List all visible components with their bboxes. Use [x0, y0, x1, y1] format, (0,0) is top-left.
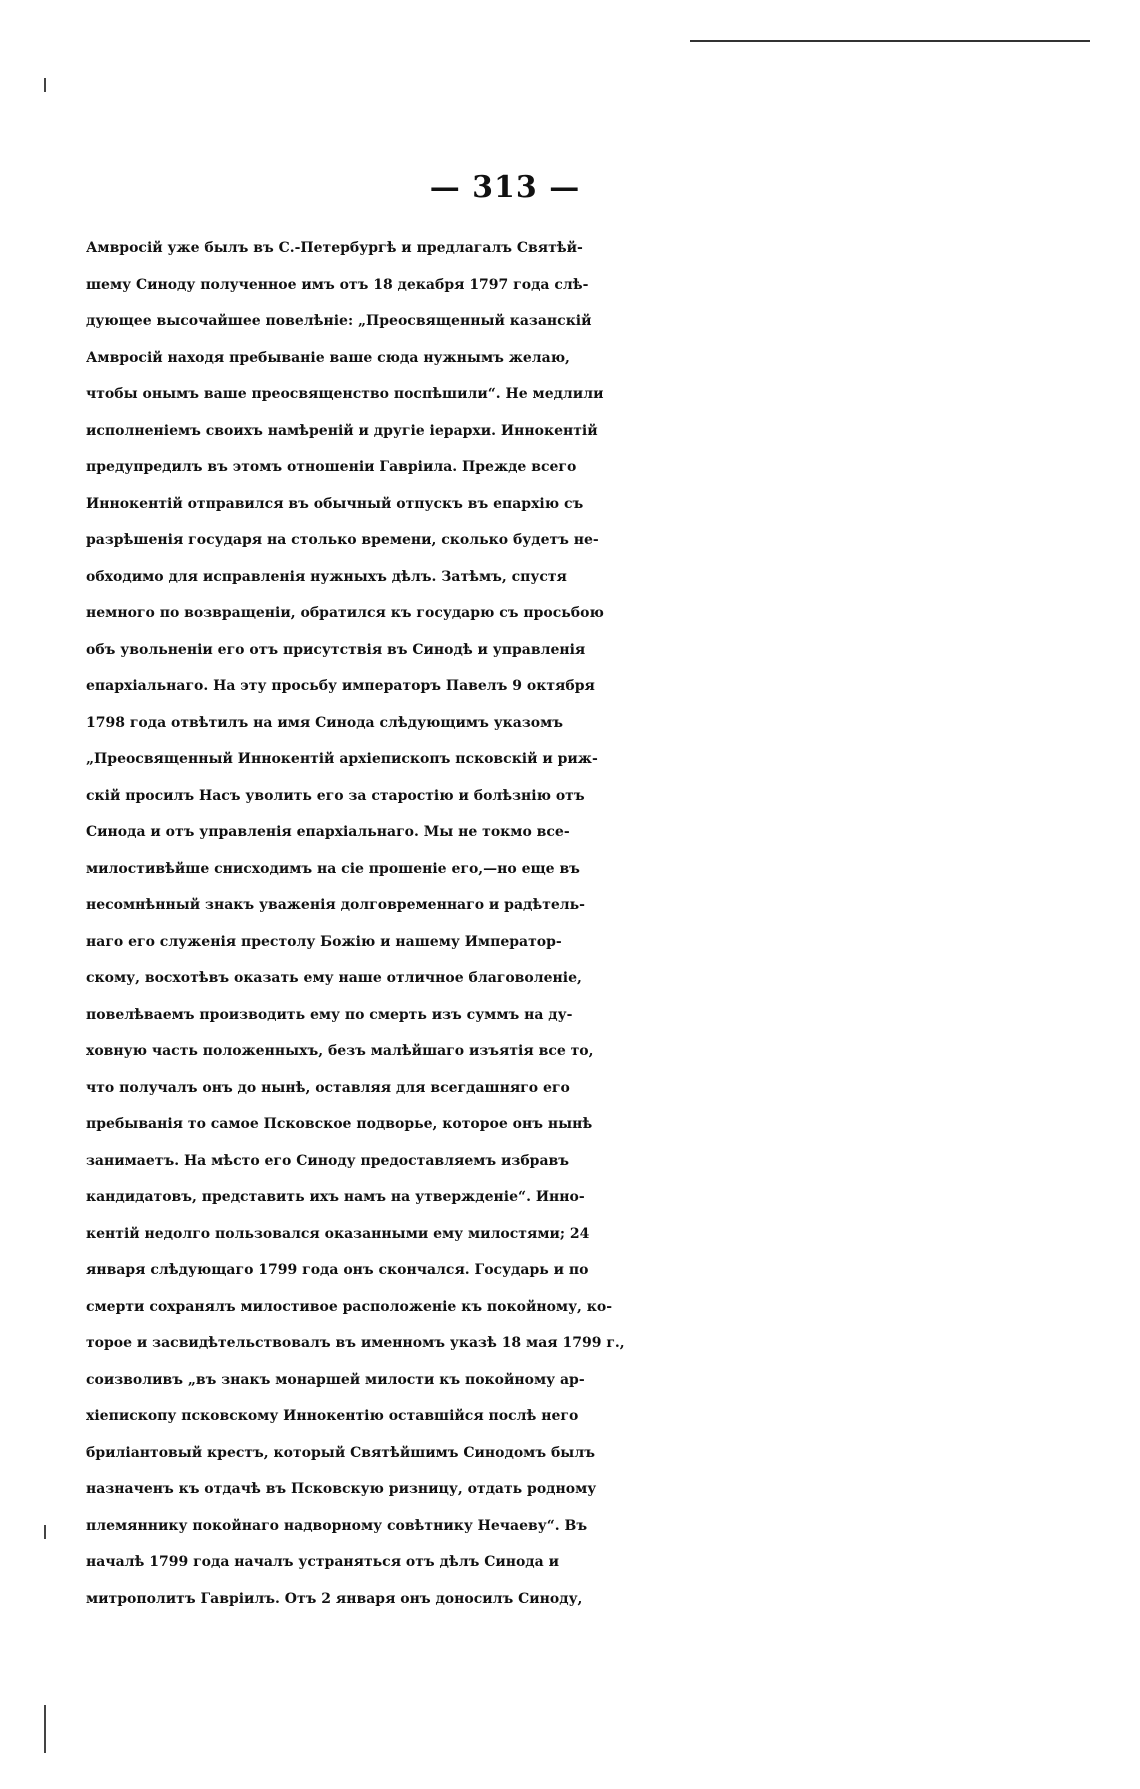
left-margin-mark [44, 1705, 46, 1753]
text-line: кентій недолго пользовался оказанными ему милостями; 24 [86, 1225, 590, 1242]
text-line: кандидатовъ, представить ихъ намъ на утвержденіе“. Инно- [86, 1189, 585, 1205]
text-line: хіепископу псковскому Иннокентію оставшійся послѣ него [86, 1408, 579, 1424]
text-line: исполненіемъ своихъ намѣреній и другіе іерархи. Иннокентій [86, 422, 598, 439]
text-line: ховную часть положенныхъ, безъ малѣйшаго изъятія все то, [86, 1043, 594, 1059]
text-line: „Преосвященный Иннокентій архіепископъ псковскій и риж- [86, 751, 598, 767]
text-line: несомнѣнный знакъ уваженія долговременнаго и радѣтель- [86, 897, 585, 913]
text-line: бриліантовый крестъ, который Святѣйшимъ Синодомъ былъ [86, 1444, 595, 1461]
text-line: началѣ 1799 года началъ устраняться отъ дѣлъ Синода и [86, 1554, 559, 1570]
text-line: наго его служенія престолу Божію и нашему Император- [86, 933, 562, 950]
text-line: пребыванія то самое Псковское подворье, которое онъ нынѣ [86, 1116, 593, 1132]
text-line: чтобы онымъ ваше преосвященство поспѣшили“. Не медлили [86, 386, 604, 402]
text-line: немного по возвращеніи, обратился къ государю съ просьбою [86, 605, 604, 621]
text-line: смерти сохранялъ милостивое расположеніе къ покойному, ко- [86, 1298, 613, 1315]
text-line: соизволивъ „въ знакъ монаршей милости къ покойному ар- [86, 1371, 585, 1388]
text-line: скому, восхотѣвъ оказать ему наше отличное благоволеніе, [86, 970, 582, 986]
text-line: января слѣдующаго 1799 года онъ скончался. Государь и по [86, 1262, 589, 1278]
text-line: повелѣваемъ производить ему по смерть изъ суммъ на ду- [86, 1006, 573, 1023]
top-rule [690, 40, 1090, 42]
left-margin-mark [44, 1525, 46, 1539]
text-line: Амвросій уже былъ въ С.-Петербургѣ и предлагалъ Святѣй- [86, 240, 583, 256]
page-number: — 313 — [429, 170, 581, 205]
text-line: разрѣшенія государя на столько времени, сколько будетъ не- [86, 532, 599, 548]
text-line: обходимо для исправленія нужныхъ дѣлъ. Затѣмъ, спустя [86, 568, 567, 585]
text-line: торое и засвидѣтельствовалъ въ именномъ указѣ 18 мая 1799 г., [86, 1335, 625, 1351]
text-line: Амвросій находя пребываніе ваше сюда нужнымъ желаю, [86, 349, 570, 366]
text-line: Синода и отъ управленія епархіальнаго. Мы не токмо все- [86, 824, 570, 840]
text-line: шему Синоду полученное имъ отъ 18 декабря 1797 года слѣ- [86, 276, 589, 293]
text-line: милостивѣйше снисходимъ на сіе прошеніе его,—но еще въ [86, 860, 580, 877]
text-line: назначенъ къ отдачѣ въ Псковскую ризницу, отдать родному [86, 1481, 597, 1497]
text-line: епархіальнаго. На эту просьбу императоръ Павелъ 9 октября [86, 678, 595, 694]
text-line: объ увольненіи его отъ присутствія въ Синодѣ и управленія [86, 641, 586, 658]
text-line: дующее высочайшее повелѣніе: „Преосвященный казанскій [86, 313, 592, 329]
left-margin-mark [44, 78, 46, 92]
text-line: занимаетъ. На мѣсто его Синоду предоставляемъ избравъ [86, 1152, 569, 1169]
text-line: скій просилъ Насъ уволить его за старостію и болѣзнію отъ [86, 787, 585, 804]
text-line: митрополитъ Гавріилъ. Отъ 2 января онъ доносилъ Синоду, [86, 1590, 583, 1607]
text-line: Иннокентій отправился въ обычный отпускъ въ епархію съ [86, 495, 584, 512]
body-text [86, 230, 866, 1617]
text-line: 1798 года отвѣтилъ на имя Синода слѣдующимъ указомъ [86, 714, 564, 731]
text-line: предупредилъ въ этомъ отношеніи Гавріила. Прежде всего [86, 459, 577, 475]
text-line: племяннику покойнаго надворному совѣтнику Нечаеву“. Въ [86, 1517, 588, 1534]
text-line: что получалъ онъ до нынѣ, оставляя для всегдашняго его [86, 1079, 570, 1096]
